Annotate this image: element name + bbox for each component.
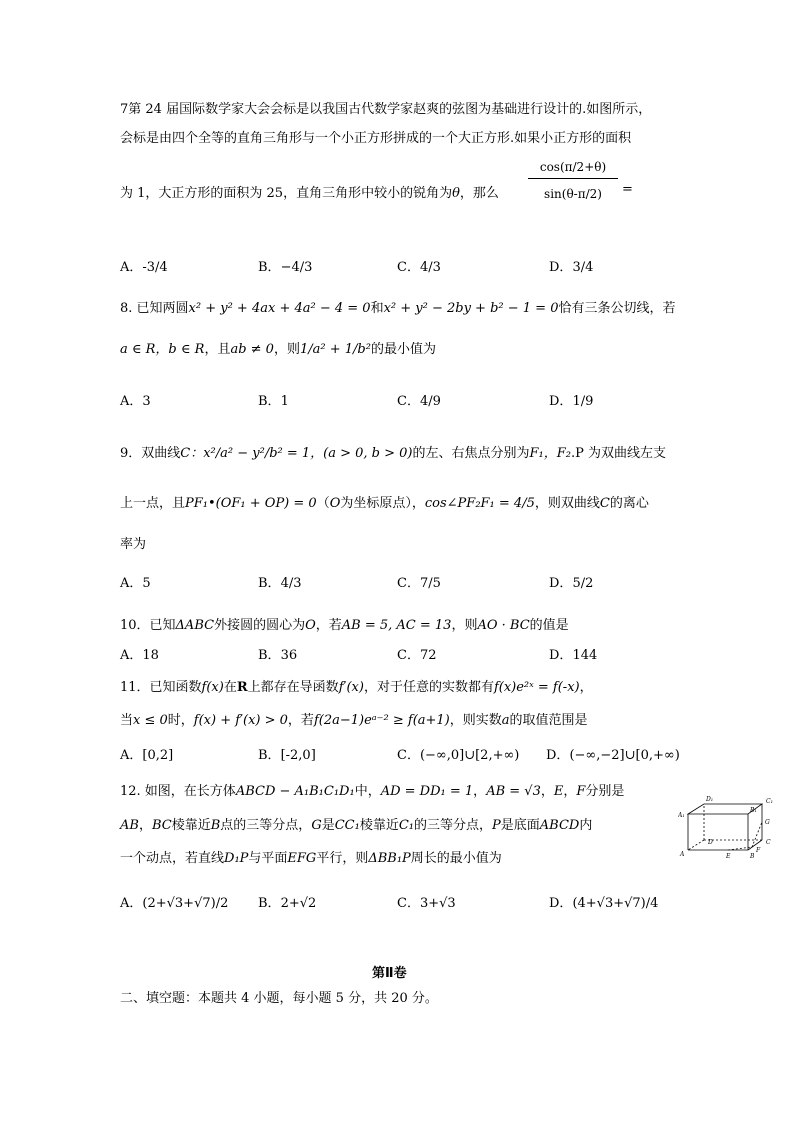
q10-opt-a-label: A． <box>120 648 143 663</box>
q11-line1-e: ， <box>579 680 593 695</box>
q8-opt-c-text: 4/9 <box>419 394 441 409</box>
q12-line2-m: P <box>492 818 501 833</box>
q10-opt-b-label: B． <box>258 648 281 663</box>
q11-line2-e: 的取值范围是 <box>509 713 588 728</box>
q8-opt-d-label: D． <box>549 394 573 409</box>
q9-line2-e: 的离心 <box>609 496 649 511</box>
q7-line3-b: ，那么 <box>459 186 499 201</box>
q12-line2-i: CC₁ <box>334 818 360 833</box>
q12-line2-l: 的三等分点， <box>414 818 493 833</box>
q12-solid: ABCD − A₁B₁C₁D₁ <box>235 784 355 799</box>
fig-label-b1: B₁ <box>750 807 757 814</box>
q12-line1-e: 分别是 <box>585 784 625 799</box>
fig-label-b: B <box>750 853 755 860</box>
q7-opt-d-label: D． <box>549 260 573 275</box>
q12-line2-j: 棱靠近 <box>359 818 399 833</box>
q12-line3-g: 周长的最小值为 <box>410 851 502 866</box>
q9-cos: cos∠PF₂F₁ = 4/5 <box>424 496 535 511</box>
fig-label-d: D <box>708 839 713 846</box>
cuboid-figure <box>678 792 778 860</box>
q8-circle1: x² + y² + 4ax + 4a² − 4 = 0 <box>188 301 371 316</box>
q7-frac-num: cos(π/2+θ) <box>528 160 618 179</box>
q11-fpx: f′(x) <box>338 680 364 695</box>
q12-line2-n: 是底面 <box>500 818 540 833</box>
q12-line1-b: 中， <box>354 784 381 799</box>
q9-vec-eq: PF₁•(OF₁ + OP) = 0 <box>185 496 317 511</box>
q8-line2-b: ，且 <box>204 342 231 357</box>
q9-line1-c: .P 为双曲线左支 <box>571 446 667 461</box>
q9-option-b <box>258 572 301 591</box>
q12-e: E <box>553 784 564 799</box>
q11-opt-b-text: [-2,0] <box>280 748 316 763</box>
q12-line2-o: ABCD <box>539 818 580 833</box>
q9-opt-b-text: 4/3 <box>280 576 302 591</box>
q8-opt-a-label: A． <box>120 394 143 409</box>
q10-line1-b: 外接圆的圆心为 <box>214 618 306 633</box>
q8-line1-a: 8. 已知两圆 <box>120 301 189 316</box>
q11-eq1: f(x)e²ˣ = f(-x) <box>493 680 580 695</box>
q8-circle2: x² + y² − 2by + b² − 1 = 0 <box>383 301 559 316</box>
fig-label-g: G <box>765 819 770 826</box>
q10-cond: AB = 5, AC = 13 <box>341 618 452 633</box>
cuboid-hidden-edges-3 <box>688 840 704 850</box>
q12-opt-d-text: (4+√3+√7)/4 <box>572 896 659 911</box>
q7-fraction <box>528 160 618 201</box>
q12-line3-b: D₁P <box>224 851 249 866</box>
q9-option-d <box>549 572 593 591</box>
q7-opt-a-label: A． <box>120 260 143 275</box>
q12-opt-a-label: A． <box>120 896 143 911</box>
q7-opt-c-label: C． <box>397 260 420 275</box>
q9-opt-d-text: 5/2 <box>572 576 594 591</box>
q10-opt-d-label: D． <box>549 648 573 663</box>
q11-opt-a-text: [0,2] <box>142 748 174 763</box>
q12-line2 <box>120 814 592 833</box>
q12-option-a <box>120 892 228 911</box>
q8-line2-a: a ∈ R，b ∈ R <box>120 342 205 357</box>
q10-option-d <box>549 644 597 663</box>
q7-theta: θ <box>452 186 460 201</box>
q12-line2-p: 内 <box>579 818 593 833</box>
q11-opt-d-text: (−∞,−2]∪[0,+∞) <box>569 748 680 763</box>
q7-line2: 会标是由四个全等的直角三角形与一个小正方形拼成的一个大正方形.如果小正方形的面积 <box>120 131 632 146</box>
q10-opt-d-text: 144 <box>572 648 598 663</box>
q7-eq: = <box>622 182 633 197</box>
q12-opt-b-label: B． <box>258 896 281 911</box>
q12-line3-d: EFG <box>287 851 317 866</box>
q11-opt-a-label: A． <box>120 748 143 763</box>
fig-label-f: F <box>756 847 761 854</box>
q7-frac-den: sin(θ-π/2) <box>544 187 602 201</box>
q8-opt-d-text: 1/9 <box>572 394 594 409</box>
q12-ad: AD = DD₁ = 1 <box>380 784 474 799</box>
q12-line3-c: 与平面 <box>248 851 288 866</box>
q11-opt-c-label: C． <box>397 748 420 763</box>
q9-opt-c-label: C． <box>397 576 420 591</box>
q8-option-d <box>549 390 593 409</box>
q12-opt-c-label: C． <box>397 896 420 911</box>
q8-option-c <box>397 390 441 409</box>
q7-option-c <box>397 256 441 275</box>
fig-label-c1: C₁ <box>766 798 773 805</box>
q12-line1-d: ， <box>563 784 577 799</box>
q12-f: F <box>576 784 586 799</box>
q7-option-b <box>258 256 312 275</box>
q11-opt-d-label: D． <box>546 748 570 763</box>
q12-line2-f: 点的三等分点， <box>220 818 312 833</box>
q8-line2-d: 的最小值为 <box>370 342 436 357</box>
q7-opt-b-label: B． <box>258 260 281 275</box>
q12-line1 <box>120 780 624 799</box>
q9-opt-d-label: D． <box>549 576 573 591</box>
q8-line2-c: ，则 <box>273 342 300 357</box>
q10-tri: ΔABC <box>175 618 215 633</box>
q12-line2-b: ， <box>138 818 152 833</box>
q9-line2-a: 上一点，且 <box>120 496 186 511</box>
q10-line1-e: 的值是 <box>529 618 569 633</box>
q9-opt-c-text: 7/5 <box>419 576 441 591</box>
q11-option-a <box>120 744 173 763</box>
q11-line2-c: ，若 <box>287 713 314 728</box>
q12-ab: AB = √3 <box>486 784 541 799</box>
q9-c: C <box>599 496 610 511</box>
fig-label-a1: A₁ <box>678 812 685 819</box>
q12-line3 <box>120 847 502 866</box>
q11-option-c <box>397 744 519 763</box>
fig-label-d1: D₁ <box>706 796 714 803</box>
q8-and: 和 <box>370 301 384 316</box>
q9-curve: C：x²/a² − y²/b² = 1，(a > 0, b > 0) <box>180 446 413 461</box>
q10-line1-d: ，则 <box>451 618 478 633</box>
q10-opt-b-text: 36 <box>280 648 298 663</box>
q9-line1-a: 9．双曲线 <box>120 446 181 461</box>
q8-option-a <box>120 390 151 409</box>
q8-opt-a-text: 3 <box>142 394 151 409</box>
q9-foci: F₁，F₂ <box>529 446 571 461</box>
q10-o: O <box>305 618 316 633</box>
q10-option-a <box>120 644 159 663</box>
q10-dot: AO · BC <box>477 618 530 633</box>
section-title: 第Ⅱ卷 <box>372 966 407 981</box>
q11-opt-b-label: B． <box>258 748 281 763</box>
fig-label-e: E <box>726 853 731 860</box>
q11-xle: x ≤ 0 <box>133 713 168 728</box>
q11-ineq2: f(2a−1)eᵃ⁻² ≥ f(a+1) <box>313 713 450 728</box>
q10-opt-c-text: 72 <box>419 648 437 663</box>
q7-opt-d-text: 3/4 <box>572 260 594 275</box>
q10-opt-c-label: C． <box>397 648 420 663</box>
q12-option-c <box>397 892 456 911</box>
q12-option-b <box>258 892 316 911</box>
q11-option-b <box>258 744 316 763</box>
q11-ineq: f(x) + f′(x) > 0 <box>193 713 288 728</box>
q10-option-b <box>258 644 297 663</box>
q12-line2-c: BC <box>151 818 172 833</box>
q12-line2-e: B <box>210 818 221 833</box>
q11-r: R <box>236 680 248 695</box>
q7-opt-b-text: −4/3 <box>280 260 313 275</box>
q7-opt-c-text: 4/3 <box>419 260 441 275</box>
q11-opt-c-text: (−∞,0]∪[2,+∞) <box>419 748 520 763</box>
q9-opt-a-label: A． <box>120 576 143 591</box>
q11-line2-b: 时， <box>167 713 194 728</box>
q12-line1-c: ， <box>540 784 554 799</box>
q9-option-a <box>120 572 151 591</box>
q12-line3-a: 一个动点，若直线 <box>120 851 225 866</box>
q8-line1-b: 恰有三条公切线，若 <box>558 301 676 316</box>
q9-line2-b: （ <box>316 496 330 511</box>
q12-line2-a: AB <box>120 818 139 833</box>
q12-opt-b-text: 2+√2 <box>280 896 317 911</box>
q8-line2 <box>120 338 436 357</box>
q11-line1-c: 上都存在导函数 <box>247 680 339 695</box>
q12-opt-a-text: (2+√3+√7)/2 <box>142 896 229 911</box>
q12-line2-d: 棱靠近 <box>171 818 211 833</box>
q9-line2-d: ，则双曲线 <box>534 496 600 511</box>
fig-label-a: A <box>680 851 685 858</box>
q8-line1 <box>120 297 676 316</box>
q11-line2-d: ，则实数 <box>449 713 502 728</box>
q7-opt-a-text: -3/4 <box>142 260 168 275</box>
q9-line3: 率为 <box>120 537 147 552</box>
q7-line3 <box>120 162 499 201</box>
q11-option-d <box>546 744 680 763</box>
q10-line1-c: ，若 <box>315 618 342 633</box>
q8-opt-b-label: B． <box>258 394 281 409</box>
q11-line1-d: ，对于任意的实数都有 <box>363 680 494 695</box>
q7-option-d <box>549 256 593 275</box>
q11-line2 <box>120 709 588 728</box>
q9-opt-a-text: 5 <box>142 576 151 591</box>
q12-line3-f: ΔBB₁P <box>368 851 411 866</box>
q11-line2-a: 当 <box>120 713 134 728</box>
q8-opt-c-label: C． <box>397 394 420 409</box>
q7-option-a <box>120 256 168 275</box>
q12-option-d <box>549 892 658 911</box>
fig-label-c: C <box>766 839 771 846</box>
q11-a: a <box>501 713 510 728</box>
q10-option-c <box>397 644 437 663</box>
q11-line1-a: 11．已知函数 <box>120 680 202 695</box>
q9-line1-b: 的左、右焦点分别为 <box>412 446 530 461</box>
q11-fx: f(x) <box>201 680 224 695</box>
q9-origin: O <box>329 496 341 511</box>
q11-line1 <box>120 676 593 695</box>
q9-line2 <box>120 492 649 511</box>
q9-line2-c: 为坐标原点）， <box>340 496 425 511</box>
q11-line1-b: 在 <box>223 680 237 695</box>
q8-option-b <box>258 390 289 409</box>
q12-line2-k: C₁ <box>398 818 415 833</box>
q9-line1 <box>120 442 666 461</box>
cuboid-plane-efg <box>728 822 762 850</box>
q12-line2-h: 是 <box>321 818 335 833</box>
q9-opt-b-label: B． <box>258 576 281 591</box>
q10-line1 <box>120 614 569 633</box>
q12-opt-d-label: D． <box>549 896 573 911</box>
q12-sep: ， <box>473 784 487 799</box>
q8-expr: 1/a² + 1/b² <box>299 342 371 357</box>
q9-option-c <box>397 572 441 591</box>
q10-opt-a-text: 18 <box>142 648 159 663</box>
q8-cond: ab ≠ 0 <box>230 342 274 357</box>
q8-opt-b-text: 1 <box>280 394 289 409</box>
section-subtitle: 二、填空题：本题共 4 小题，每小题 5 分，共 20 分。 <box>120 991 438 1006</box>
q12-opt-c-text: 3+√3 <box>419 896 456 911</box>
q10-line1-a: 10．已知 <box>120 618 176 633</box>
q7-line3-a: 为 1，大正方形的面积为 25，直角三角形中较小的锐角为 <box>120 186 453 201</box>
q12-line2-g: G <box>311 818 322 833</box>
q12-line1-a: 12. 如图，在长方体 <box>120 784 236 799</box>
q7-line1: 7第 24 届国际数学家大会会标是以我国古代数学家赵爽的弦图为基础进行设计的.如图所示， <box>120 102 652 117</box>
q12-line3-e: 平行，则 <box>316 851 369 866</box>
